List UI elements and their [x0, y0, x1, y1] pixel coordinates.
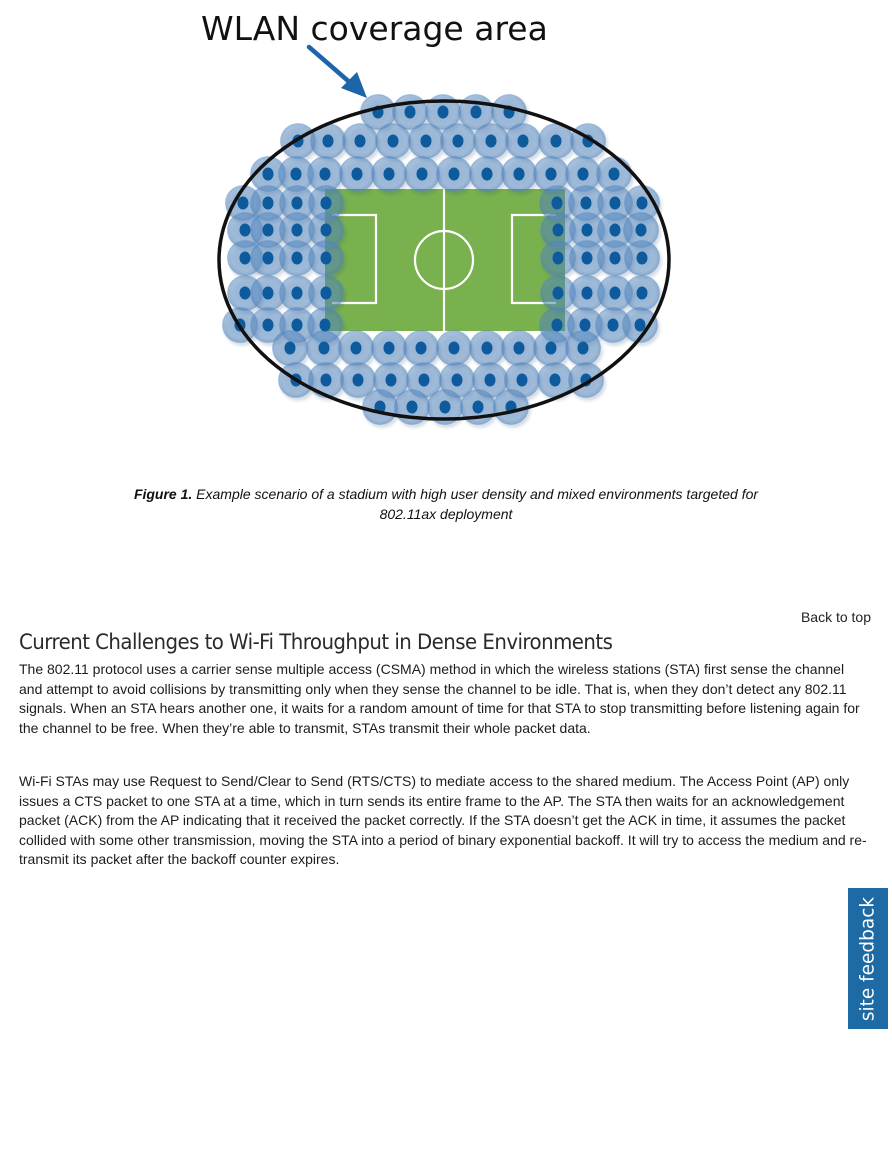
station-dot — [552, 197, 563, 210]
station-dot — [581, 197, 592, 210]
station-dot — [582, 224, 593, 237]
station-dot — [514, 342, 525, 355]
station-dot — [482, 168, 493, 181]
station-dot — [517, 374, 528, 387]
station-dot — [351, 342, 362, 355]
station-dot — [285, 342, 296, 355]
station-dot — [486, 135, 497, 148]
station-dot — [384, 342, 395, 355]
station-dot — [321, 287, 332, 300]
figure-caption-label: Figure 1. — [133, 486, 193, 502]
station-dot — [263, 224, 274, 237]
stadium-figure — [0, 0, 892, 445]
station-dot — [452, 374, 463, 387]
station-dot — [637, 252, 648, 265]
body-paragraph: Wi-Fi STAs may use Request to Send/Clear to Send (RTS/CTS) to mediate access to the shared medium. The Access Point (AP) only issues a CTS packet to one STA at a time, which in turn sends its entire frame to the AP. The STA then waits for an acknowledgement packet (ACK) from the AP indicating that it received the packet correctly. If the STA doesn’t get the ACK in time, it assumes the packet collided with some other transmission, moving the STA into a period of binary exponential backoff. It will try to access the medium and re-transmit its packet after the backoff counter expires. — [19, 773, 867, 867]
station-dot — [386, 374, 397, 387]
station-dot — [582, 287, 593, 300]
station-dot — [551, 135, 562, 148]
station-dot — [637, 197, 648, 210]
station-dot — [609, 168, 620, 181]
station-dot — [550, 374, 561, 387]
station-dot — [292, 319, 303, 332]
figure-caption — [120, 484, 772, 524]
station-dot — [384, 168, 395, 181]
station-dot — [553, 224, 564, 237]
station-dot — [323, 135, 334, 148]
station-dot — [580, 319, 591, 332]
coverage-arrow-icon — [309, 47, 367, 98]
station-dot — [421, 135, 432, 148]
station-dot — [238, 197, 249, 210]
station-dot — [578, 168, 589, 181]
station-dot — [635, 319, 646, 332]
back-to-top-link[interactable]: Back to top — [800, 609, 871, 625]
station-dot — [610, 224, 621, 237]
station-dot — [546, 168, 557, 181]
station-dot — [449, 168, 460, 181]
station-dot — [405, 106, 416, 119]
station-dot — [553, 287, 564, 300]
station-dot — [485, 374, 496, 387]
section-heading: Current Challenges to Wi-Fi Throughput in Dense Environments — [19, 630, 613, 655]
station-dot — [292, 224, 303, 237]
station-dot — [292, 197, 303, 210]
station-dot — [321, 252, 332, 265]
station-dot — [407, 401, 418, 414]
station-dot — [240, 252, 251, 265]
station-dot — [263, 319, 274, 332]
station-dot — [419, 374, 430, 387]
station-dot — [578, 342, 589, 355]
station-dot — [292, 287, 303, 300]
station-dot — [636, 224, 647, 237]
station-dot — [637, 287, 648, 300]
station-dot — [263, 252, 274, 265]
station-dot — [321, 374, 332, 387]
station-dot — [552, 319, 563, 332]
site-feedback-button[interactable] — [848, 888, 888, 1029]
station-dot — [263, 287, 274, 300]
station-dot — [321, 197, 332, 210]
station-dot — [610, 287, 621, 300]
station-dot — [416, 342, 427, 355]
station-dot — [263, 168, 274, 181]
station-dot — [518, 135, 529, 148]
wlan-coverage-label: WLAN coverage area — [201, 9, 548, 48]
station-dot — [482, 342, 493, 355]
station-dot — [291, 168, 302, 181]
station-dot — [353, 374, 364, 387]
station-dot — [320, 319, 331, 332]
station-dot — [610, 252, 621, 265]
station-dot — [553, 252, 564, 265]
station-dot — [240, 224, 251, 237]
station-dot — [321, 224, 332, 237]
station-dot — [449, 342, 460, 355]
station-dot — [320, 168, 331, 181]
station-dot — [473, 401, 484, 414]
station-dot — [240, 287, 251, 300]
station-dot — [546, 342, 557, 355]
station-dot — [608, 319, 619, 332]
body-paragraph: The 802.11 protocol uses a carrier sense multiple access (CSMA) method in which the wireless stations (STA) first sense the channel and attempt to avoid collisions by transmitting only when they sense the channel to be idle. That is, when they don’t detect any 802.11 signals. When an STA hears another one, it waits for a random amount of time for that STA to stop transmitting before listening again for the channel to be free. When they’re able to transmit, STAs transmit their whole packet data. — [19, 661, 860, 736]
station-dot — [438, 106, 449, 119]
station-dot — [388, 135, 399, 148]
station-dot — [440, 401, 451, 414]
station-dot — [263, 197, 274, 210]
station-dot — [319, 342, 330, 355]
station-dot — [355, 135, 366, 148]
station-dot — [417, 168, 428, 181]
site-feedback-label: site feedback — [857, 896, 879, 1021]
station-dot — [582, 252, 593, 265]
figure-caption-text: Example scenario of a stadium with high user density and mixed environments targeted for 802.11ax deployment — [192, 486, 759, 522]
station-dot — [453, 135, 464, 148]
station-dot — [471, 106, 482, 119]
station-dot — [352, 168, 363, 181]
station-dot — [610, 197, 621, 210]
station-dot — [292, 252, 303, 265]
station-dot — [514, 168, 525, 181]
